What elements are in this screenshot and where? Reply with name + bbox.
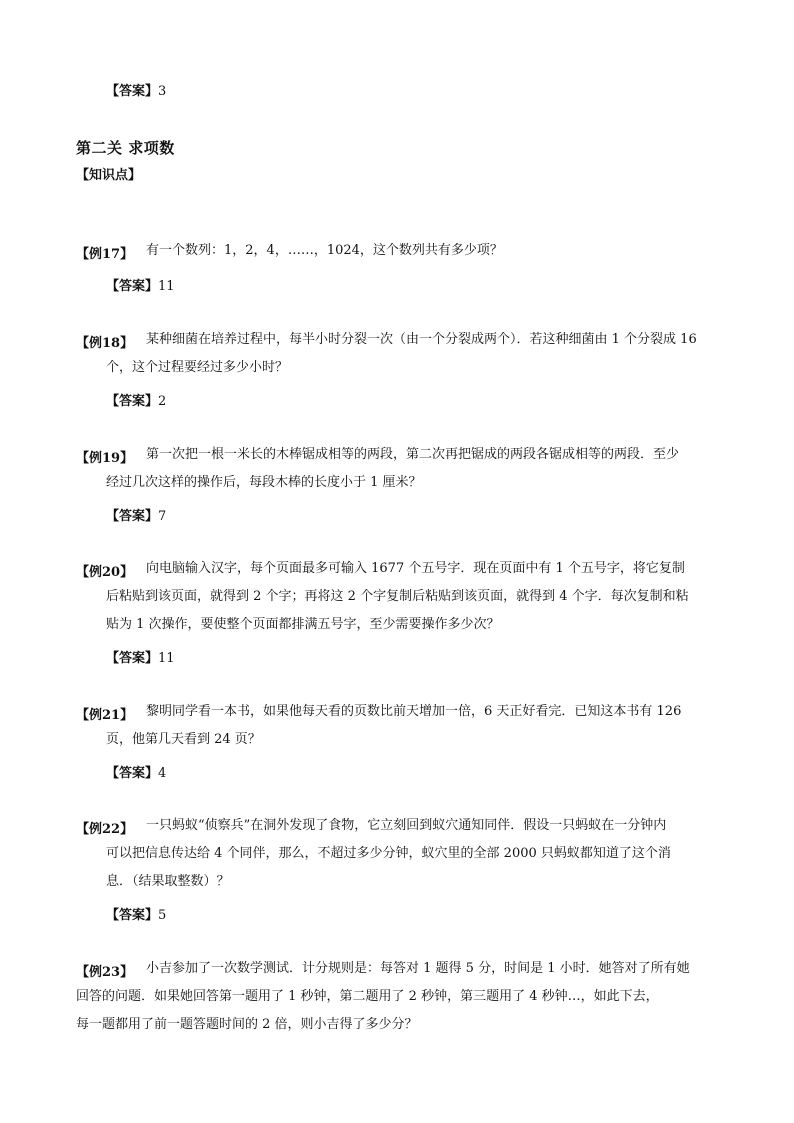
example-answer bbox=[106, 904, 166, 923]
example-label: 【例18】 bbox=[76, 336, 134, 351]
answer-value: 7 bbox=[158, 509, 167, 524]
answer-value: 4 bbox=[158, 766, 167, 781]
example-answer bbox=[106, 647, 175, 666]
answer-value: 5 bbox=[158, 908, 167, 923]
answer-tag: 【答案】 bbox=[106, 908, 159, 923]
example-answer bbox=[106, 762, 166, 781]
answer-tag: 【答案】 bbox=[106, 509, 159, 524]
example-label: 【例22】 bbox=[76, 822, 134, 837]
example-text-line: 个，这个过程要经过多少小时？ bbox=[106, 360, 289, 375]
knowledge-point-heading: 【知识点】 bbox=[76, 168, 142, 183]
answer-value: 11 bbox=[158, 651, 175, 666]
example-answer bbox=[106, 390, 166, 409]
example-text-line: 一只蚂蚁“侦察兵”在洞外发现了食物，它立刻回到蚁穴通知同伴．假设一只蚂蚁在一分钟内 bbox=[146, 818, 667, 833]
example-text-line: 息．（结果取整数）？ bbox=[106, 874, 230, 889]
answer-tag: 【答案】 bbox=[106, 766, 159, 781]
example-text-line: 贴为 1 次操作，要使整个页面都排满五号字，至少需要操作多少次？ bbox=[106, 617, 500, 632]
example-answer bbox=[106, 505, 166, 524]
top-answer bbox=[106, 80, 166, 99]
example-text-line: 回答的问题．如果她回答第一题用了 1 秒钟，第二题用了 2 秒钟，第三题用了 4 秒钟…，如此下去， bbox=[76, 989, 659, 1004]
example-text-line: 小吉参加了一次数学测试．计分规则是：每答对 1 题得 5 分，时间是 1 小时．她答对了所有她 bbox=[146, 961, 690, 976]
example-label: 【例19】 bbox=[76, 451, 134, 466]
example-text-line: 黎明同学看一本书，如果他每天看的页数比前天增加一倍，6 天正好看完．已知这本书有 126 bbox=[146, 704, 682, 719]
answer-value: 3 bbox=[158, 84, 167, 99]
example-text-line: 向电脑输入汉字，每个页面最多可输入 1677 个五号字．现在页面中有 1 个五号字，将它复制 bbox=[146, 561, 685, 576]
example-label: 【例23】 bbox=[76, 965, 134, 980]
example-text-line: 页，他第几天看到 24 页？ bbox=[106, 732, 261, 747]
answer-tag: 【答案】 bbox=[106, 84, 159, 99]
example-text-line: 有一个数列：1，2，4，……，1024，这个数列共有多少项？ bbox=[146, 243, 503, 258]
section-title: 第二关 求项数 bbox=[76, 139, 175, 157]
answer-tag: 【答案】 bbox=[106, 651, 159, 666]
example-answer bbox=[106, 275, 175, 294]
example-text-line: 第一次把一根一米长的木棒锯成相等的两段，第二次再把锯成的两段各锯成相等的两段．至少 bbox=[146, 447, 680, 462]
answer-value: 2 bbox=[158, 394, 167, 409]
example-text-line: 后粘贴到该页面，就得到 2 个字；再将这 2 个字复制后粘贴到该页面，就得到 4 个字．每次复制和粘 bbox=[106, 589, 689, 604]
answer-value: 11 bbox=[158, 279, 175, 294]
example-label: 【例20】 bbox=[76, 565, 134, 580]
example-label: 【例21】 bbox=[76, 708, 134, 723]
example-text-line: 经过几次这样的操作后，每段木棒的长度小于 1 厘米？ bbox=[106, 475, 422, 490]
example-text-line: 可以把信息传达给 4 个同伴，那么，不超过多少分钟，蚁穴里的全部 2000 只蚂蚁都知道了这个消 bbox=[106, 846, 671, 861]
example-text-line: 每一题都用了前一题答题时间的 2 倍，则小吉得了多少分？ bbox=[76, 1017, 418, 1032]
answer-tag: 【答案】 bbox=[106, 279, 159, 294]
answer-tag: 【答案】 bbox=[106, 394, 159, 409]
example-label: 【例17】 bbox=[76, 247, 134, 262]
example-text-line: 某种细菌在培养过程中，每半小时分裂一次（由一个分裂成两个）．若这种细菌由 1 个分裂成 16 bbox=[146, 332, 697, 347]
